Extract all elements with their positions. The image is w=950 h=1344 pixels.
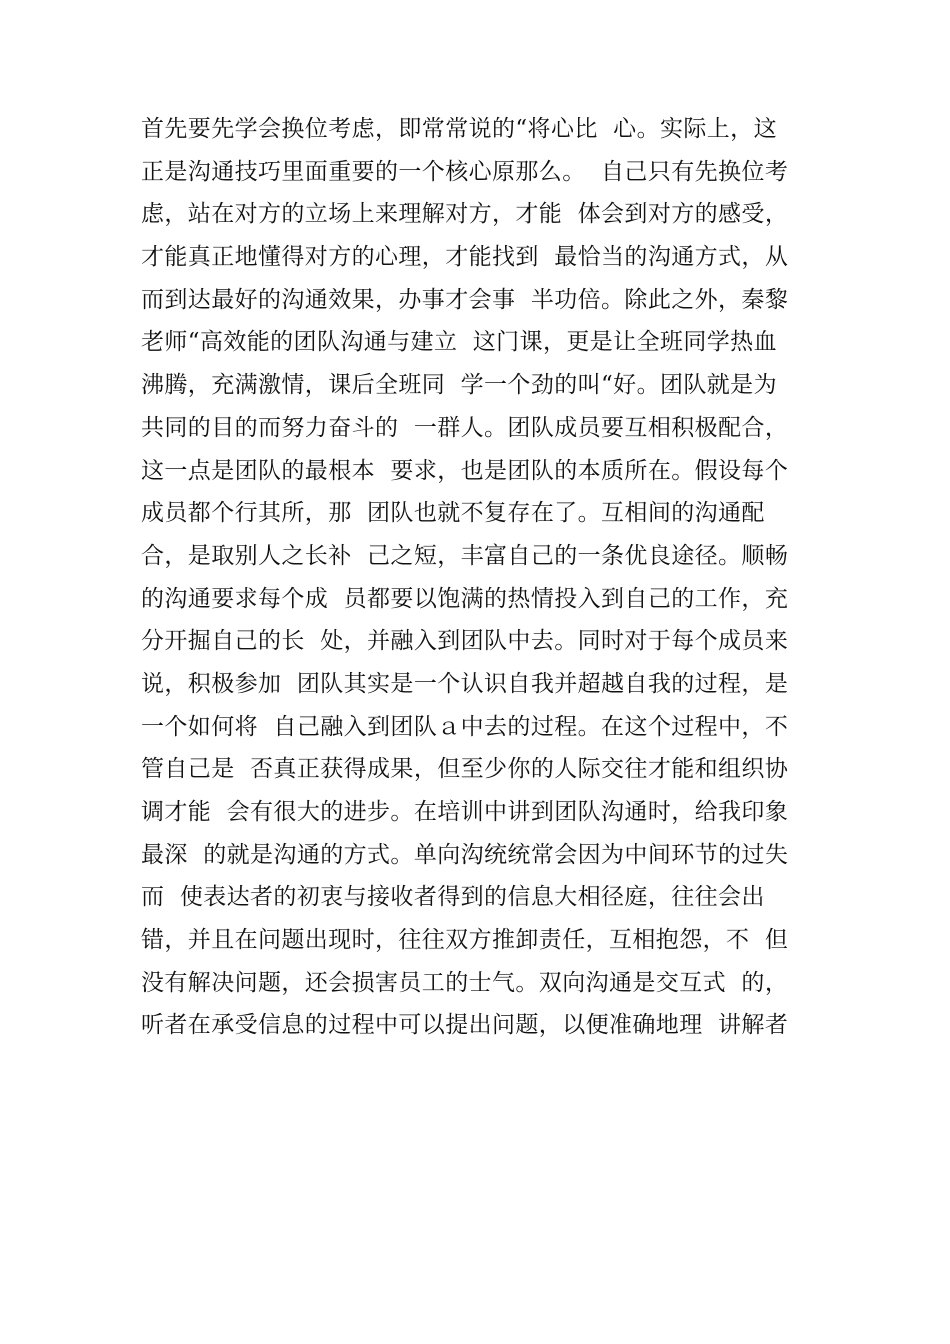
text-line: 沸腾，充满激情，课后全班同 学一个劲的叫“好。团队就是为 xyxy=(141,372,777,399)
text-line: 调才能 会有很大的进步。在培训中讲到团队沟通时，给我印象 xyxy=(141,799,789,825)
text-line: 正是沟通技巧里面重要的一个核心原那么。 自己只有先换位考 xyxy=(141,158,789,185)
text-line: 错，并且在问题出现时，往往双方推卸责任，互相抱怨，不 但 xyxy=(141,927,789,954)
text-line: 没有解决问题，还会损害员工的士气。双向沟通是交互式 的， xyxy=(141,969,789,996)
text-line: 而到达最好的沟通效果，办事才会事 半功倍。除此之外，秦黎 xyxy=(141,286,789,313)
text-line: 管自己是 否真正获得成果，但至少你的人际交往才能和组织协 xyxy=(141,756,789,783)
text-line: 老师“高效能的团队沟通与建立 这门课，更是让全班同学热血 xyxy=(141,329,777,356)
text-line: 分开掘自己的长 处，并融入到团队中去。同时对于每个成员来 xyxy=(141,628,789,655)
text-line: 最深 的就是沟通的方式。单向沟统统常会因为中间环节的过失 xyxy=(141,841,789,868)
text-line: 合，是取别人之长补 己之短，丰富自己的一条优良途径。顺畅 xyxy=(141,542,789,569)
text-line: 一个如何将 自己融入到团队ａ中去的过程。在这个过程中，不 xyxy=(141,713,789,740)
text-line: 虑，站在对方的立场上来理解对方，才能 体会到对方的感受， xyxy=(141,201,789,228)
text-line: 首先要先学会换位考虑，即常常说的“将心比 心。实际上，这 xyxy=(141,116,777,142)
text-line: 成员都个行其所，那 团队也就不复存在了。互相间的沟通配 xyxy=(141,500,765,527)
text-line: 这一点是团队的最根本 要求，也是团队的本质所在。假设每个 xyxy=(141,457,789,484)
text-line: 才能真正地懂得对方的心理，才能找到 最恰当的沟通方式，从 xyxy=(141,244,789,271)
text-line: 共同的目的而努力奋斗的 一群人。团队成员要互相积极配合， xyxy=(141,414,789,441)
text-line: 说，积极参加 团队其实是一个认识自我并超越自我的过程，是 xyxy=(141,670,789,697)
body-text xyxy=(141,108,831,1047)
text-line: 而 使表达者的初衷与接收者得到的信息大相径庭，往往会出 xyxy=(141,884,765,911)
text-line: 的沟通要求每个成 员都要以饱满的热情投入到自己的工作，充 xyxy=(141,585,789,612)
text-line: 听者在承受信息的过程中可以提出问题，以便准确地理 讲解者 xyxy=(141,1012,789,1039)
